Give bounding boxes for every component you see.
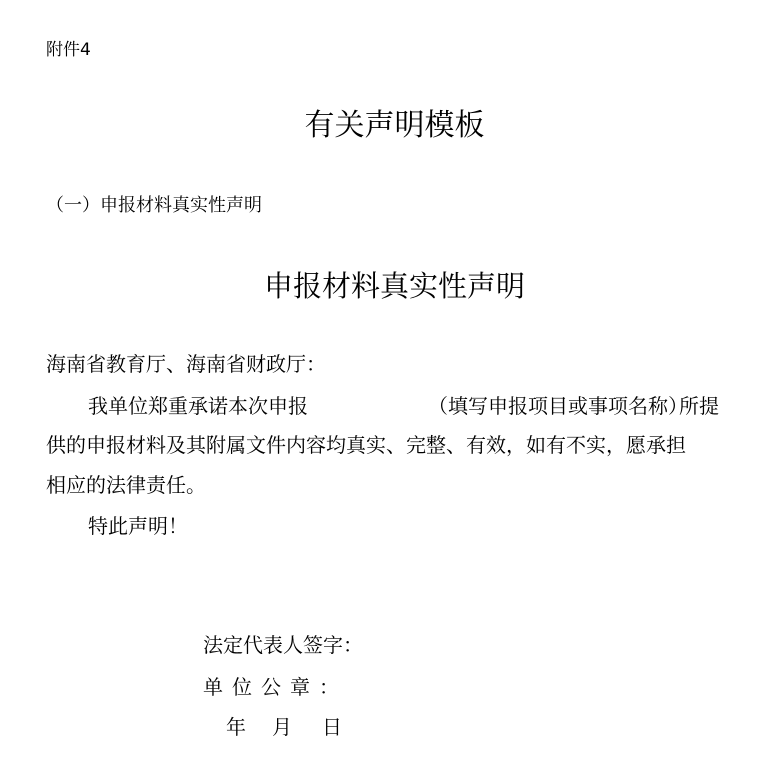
section-heading: （一）申报材料真实性声明 (46, 195, 262, 216)
closing-statement: 特此声明！ (88, 514, 188, 538)
date-year-label: 年 (226, 715, 246, 739)
declaration-title: 申报材料真实性声明 (263, 269, 525, 303)
attachment-label: 附件4 (46, 40, 91, 60)
body-fill-hint: （填写申报项目或事项名称） (428, 394, 688, 418)
date-month-label: 月 (272, 715, 292, 739)
body-line3: 相应的法律责任。 (46, 473, 206, 497)
date-day-label: 日 (322, 715, 342, 739)
document-title: 有关声明模板 (304, 108, 485, 143)
unit-seal-label: 单位公章： (203, 675, 348, 699)
representative-signature-label: 法定代表人签字： (203, 633, 363, 657)
recipient-line: 海南省教育厅、海南省财政厅： (46, 352, 326, 376)
body-line1-end: 所提 (679, 394, 719, 418)
body-line1-start: 我单位郑重承诺本次申报 (88, 394, 308, 418)
body-line2: 供的申报材料及其附属文件内容均真实、完整、有效，如有不实，愿承担 (46, 433, 686, 457)
